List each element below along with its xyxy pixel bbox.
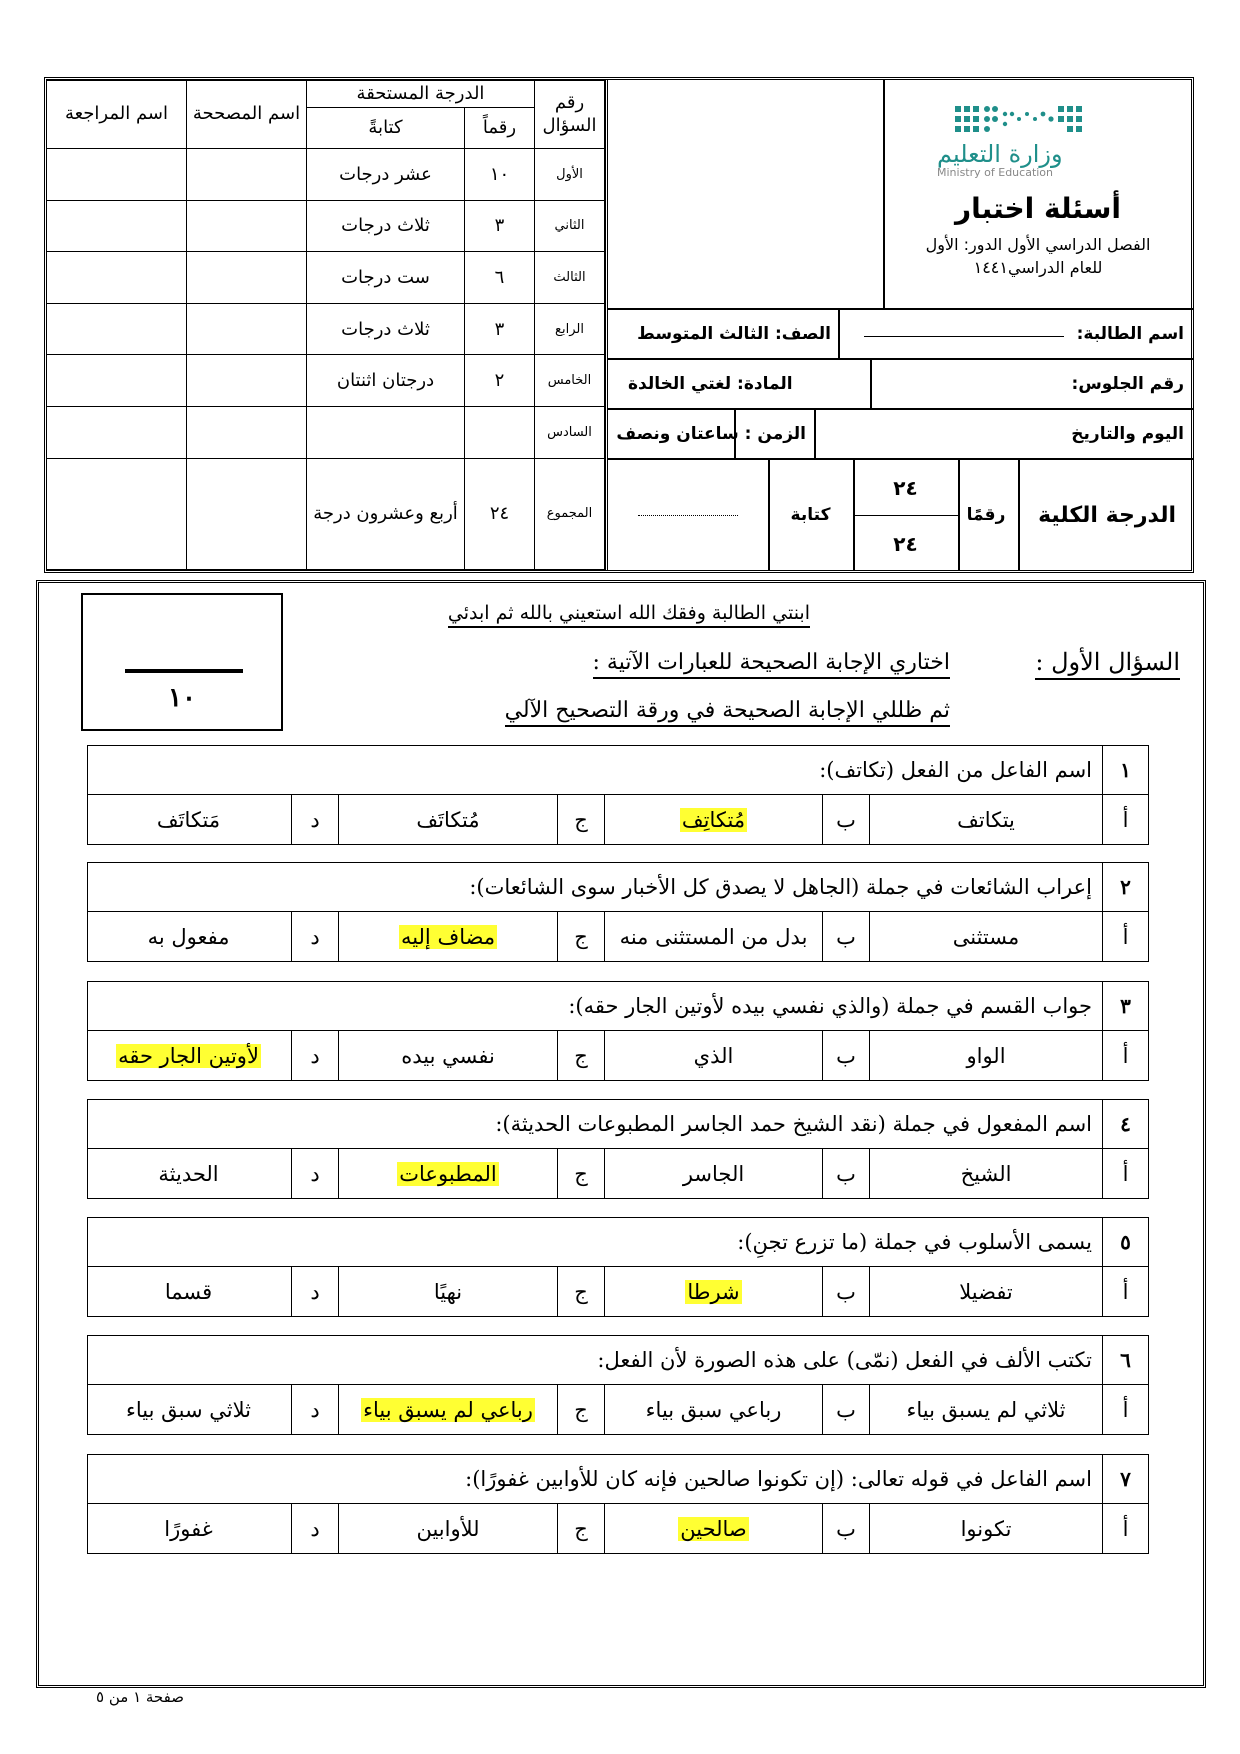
written-label: كتابة	[790, 505, 831, 525]
subject-label: المادة: لغتي الخالدة	[628, 374, 793, 394]
question-number: ٥	[1102, 1218, 1148, 1266]
grade-row-numeric: ٢	[465, 355, 535, 407]
question-text: جواب القسم في جملة (والذي نفسي بيده لأوتين الجار حقه):	[568, 994, 1092, 1018]
grade-numeric-bottom: ٢٤	[893, 532, 918, 556]
question-number: ٣	[1102, 982, 1148, 1030]
grade-row-written: درجتان اثنتان	[306, 355, 464, 407]
grade-row-question: الخامس	[535, 355, 605, 407]
option-b[interactable]	[604, 1267, 822, 1317]
option-b[interactable]: الذي	[604, 1031, 822, 1081]
grade-row-numeric	[465, 406, 535, 458]
grade-total-numeric: ٢٤	[465, 458, 535, 569]
numeric-label: رقمًا	[966, 505, 1006, 525]
option-letter-c: ج	[557, 1149, 604, 1199]
encouragement-text: ابنتي الطالبة وفقك الله استعيني بالله ثم ابدئي	[448, 602, 810, 628]
grade-row-numeric: ٦	[465, 252, 535, 304]
question-item	[87, 981, 1149, 1081]
ministry-name-ar: وزارة التعليم	[937, 140, 1063, 168]
grade-row-written: ثلاث درجات	[306, 200, 464, 252]
total-grade-label: الدرجة الكلية	[1038, 502, 1176, 528]
option-a[interactable]: الشيخ	[869, 1149, 1102, 1199]
question-number: ٧	[1102, 1455, 1148, 1503]
option-text-selected: شرطا	[687, 1280, 740, 1304]
instruction-line-2: ثم ظللي الإجابة الصحيحة في ورقة التصحيح الآلي	[505, 698, 950, 727]
option-letter-b: ب	[822, 1504, 869, 1554]
option-letter-b: ب	[822, 1385, 869, 1435]
grade-row-question: الرابع	[535, 303, 605, 355]
option-text-selected: لأوتين الجار حقه	[118, 1044, 259, 1068]
option-letter-a: أ	[1102, 1504, 1148, 1554]
header-written: كتابةً	[306, 107, 464, 148]
option-letter-d: د	[291, 1149, 338, 1199]
option-c[interactable]: نهيًا	[338, 1267, 557, 1317]
question-text: يسمى الأسلوب في جملة (ما تزرع تجنِ):	[737, 1230, 1092, 1254]
option-c[interactable]: مُتكاتَف	[338, 795, 557, 845]
grade-total-written: أربع وعشرون درجة	[306, 458, 464, 569]
grade-row-corrector[interactable]	[186, 252, 306, 304]
option-letter-c: ج	[557, 1504, 604, 1554]
grade-row-corrector[interactable]	[186, 200, 306, 252]
grade-row-reviewer[interactable]	[46, 303, 186, 355]
option-letter-a: أ	[1102, 795, 1148, 845]
option-text-selected: رباعي لم يسبق بياء	[363, 1398, 533, 1422]
question-text: إعراب الشائعات في جملة (الجاهل لا يصدق كل الأخبار سوى الشائعات):	[469, 875, 1092, 899]
grade-numeric-top: ٢٤	[853, 460, 958, 516]
option-letter-a: أ	[1102, 1385, 1148, 1435]
score-total: ١٠	[168, 683, 196, 713]
option-c[interactable]: نفسي بيده	[338, 1031, 557, 1081]
total-grade-row	[608, 458, 1194, 570]
option-b[interactable]	[604, 795, 822, 845]
option-d[interactable]: ثلاثي سبق بياء	[126, 1398, 251, 1422]
option-letter-d: د	[291, 1504, 338, 1554]
header-numeric: رقماً	[465, 107, 535, 148]
option-letter-a: أ	[1102, 912, 1148, 962]
option-letter-b: ب	[822, 1149, 869, 1199]
option-letter-b: ب	[822, 912, 869, 962]
question-text: اسم المفعول في جملة (نقد الشيخ حمد الجاسر المطبوعات الحديثة):	[495, 1112, 1092, 1136]
option-d[interactable]: غفورًا	[164, 1517, 213, 1541]
grade-row-corrector[interactable]	[186, 406, 306, 458]
option-text-selected: المطبوعات	[399, 1162, 497, 1186]
option-letter-b: ب	[822, 1267, 869, 1317]
question-item	[87, 1099, 1149, 1199]
grade-written-field[interactable]	[638, 515, 738, 516]
option-c[interactable]: للأوابين	[338, 1504, 557, 1554]
option-letter-c: ج	[557, 795, 604, 845]
class-label: الصف: الثالث المتوسط	[637, 324, 831, 344]
grade-total-corrector[interactable]	[186, 458, 306, 569]
option-c[interactable]	[338, 1149, 557, 1199]
semester-line: الفصل الدراسي الأول الدور: الأول	[925, 235, 1151, 254]
option-letter-a: أ	[1102, 1149, 1148, 1199]
page-footer: صفحة ١ من ٥	[96, 1688, 184, 1706]
option-a[interactable]: يتكاتف	[869, 795, 1102, 845]
ministry-logo-box	[883, 80, 1191, 308]
grade-row-written	[306, 406, 464, 458]
blank-header-box	[608, 80, 886, 308]
question-number: ٦	[1102, 1336, 1148, 1384]
header-reviewer: اسم المراجعة	[46, 81, 186, 149]
option-letter-b: ب	[822, 1031, 869, 1081]
option-b[interactable]: بدل من المستثنى منه	[604, 912, 822, 962]
option-letter-a: أ	[1102, 1267, 1148, 1317]
grade-row-written: عشر درجات	[306, 149, 464, 201]
option-letter-c: ج	[557, 1267, 604, 1317]
grade-row-corrector[interactable]	[186, 149, 306, 201]
option-letter-d: د	[291, 1267, 338, 1317]
question-item	[87, 1454, 1149, 1554]
grade-row-question: الثالث	[535, 252, 605, 304]
option-a[interactable]: تكونوا	[869, 1504, 1102, 1554]
exam-info-panel	[605, 80, 1191, 570]
seat-row	[608, 358, 1194, 408]
year-line: للعام الدراسي١٤٤١	[973, 258, 1103, 277]
option-text-selected: مضاف إليه	[400, 925, 496, 949]
question-number: ٢	[1102, 863, 1148, 911]
grade-row-numeric: ١٠	[465, 149, 535, 201]
grade-row-question: الأول	[535, 149, 605, 201]
question-text: اسم الفاعل من الفعل (تكاتف):	[819, 758, 1092, 782]
question-text: تكتب الألف في الفعل (نمّى) على هذه الصورة لأن الفعل:	[597, 1348, 1092, 1372]
option-a[interactable]: تفضيلا	[869, 1267, 1102, 1317]
option-text-selected: صالحين	[680, 1517, 747, 1541]
header-deserved-grade: الدرجة المستحقة	[306, 81, 534, 108]
grade-row-corrector[interactable]	[186, 355, 306, 407]
option-a[interactable]: مستثنى	[869, 912, 1102, 962]
option-letter-b: ب	[822, 795, 869, 845]
grade-row-written: ثلاث درجات	[306, 303, 464, 355]
option-d[interactable]	[86, 1031, 291, 1081]
option-letter-d: د	[291, 912, 338, 962]
seat-number-label: رقم الجلوس:	[1071, 374, 1184, 394]
option-d[interactable]: مفعول به	[147, 925, 230, 949]
date-row	[608, 408, 1194, 458]
option-b[interactable]: الجاسر	[604, 1149, 822, 1199]
student-name-field[interactable]	[864, 336, 1064, 337]
student-name-row	[608, 308, 1194, 358]
option-c[interactable]	[338, 1385, 557, 1435]
grade-row-written: ست درجات	[306, 252, 464, 304]
option-b[interactable]	[604, 1504, 822, 1554]
grade-row-corrector[interactable]	[186, 303, 306, 355]
question-item	[87, 745, 1149, 845]
header-question-no: رقم السؤال	[535, 81, 605, 149]
question-number: ١	[1102, 746, 1148, 794]
option-d[interactable]: الحديثة	[158, 1162, 219, 1186]
option-c[interactable]	[338, 912, 557, 962]
option-d[interactable]: قسما	[164, 1280, 213, 1304]
grade-row-reviewer[interactable]	[46, 355, 186, 407]
option-letter-c: ج	[557, 1385, 604, 1435]
option-letter-c: ج	[557, 1031, 604, 1081]
grade-row-reviewer[interactable]	[46, 406, 186, 458]
ministry-name-en: Ministry of Education	[937, 166, 1054, 179]
option-a[interactable]: ثلاثي لم يسبق بياء	[869, 1385, 1102, 1435]
grade-row-reviewer[interactable]	[46, 252, 186, 304]
question-item	[87, 862, 1149, 962]
option-letter-d: د	[291, 1031, 338, 1081]
time-label: الزمن : ساعتان ونصف	[616, 424, 806, 444]
grade-row-question: الثاني	[535, 200, 605, 252]
exam-title: أسئلة اختبار	[955, 192, 1121, 225]
option-text-selected: مُتكاتِف	[681, 808, 746, 832]
option-a[interactable]: الواو	[869, 1031, 1102, 1081]
question-item	[87, 1217, 1149, 1317]
option-letter-d: د	[291, 795, 338, 845]
grade-total-reviewer[interactable]	[46, 458, 186, 569]
grade-row-question: السادس	[535, 406, 605, 458]
section-title: السؤال الأول :	[1035, 648, 1180, 680]
grades-table	[46, 80, 605, 570]
student-name-label: اسم الطالبة:	[1076, 324, 1184, 344]
option-d[interactable]: مَتكاتَف	[156, 808, 221, 832]
grade-total-label: المجموع	[535, 458, 605, 569]
header-corrector: اسم المصححة	[186, 81, 306, 149]
option-b[interactable]: رباعي سبق بياء	[604, 1385, 822, 1435]
instruction-line-1: اختاري الإجابة الصحيحة للعبارات الآتية :	[593, 650, 951, 679]
question-item	[87, 1335, 1149, 1435]
option-letter-a: أ	[1102, 1031, 1148, 1081]
grade-row-reviewer[interactable]	[46, 149, 186, 201]
question-number: ٤	[1102, 1100, 1148, 1148]
ministry-logo-icon	[955, 102, 1095, 142]
question-text: اسم الفاعل في قوله تعالى: (إن تكونوا صالحين فإنه كان للأوابين غفورًا):	[465, 1467, 1092, 1491]
day-date-label: اليوم والتاريخ	[1071, 424, 1184, 444]
grade-row-numeric: ٣	[465, 303, 535, 355]
option-letter-d: د	[291, 1385, 338, 1435]
option-letter-c: ج	[557, 912, 604, 962]
score-box	[81, 593, 283, 731]
grade-row-reviewer[interactable]	[46, 200, 186, 252]
grades-table-wrapper	[47, 80, 605, 570]
grade-row-numeric: ٣	[465, 200, 535, 252]
